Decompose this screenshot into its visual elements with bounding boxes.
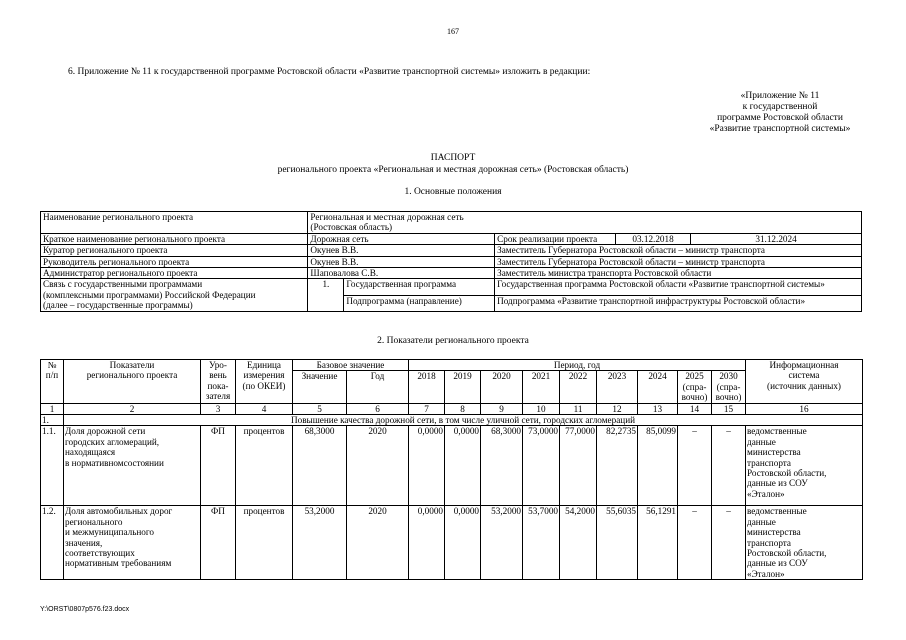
header-line: система [788, 370, 820, 381]
program-link-line: (далее – государственные программы) [43, 300, 193, 311]
year-header: 2020 [481, 371, 523, 403]
column-number: 3 [201, 403, 236, 414]
header-line: вочно) [681, 392, 708, 403]
header-line: № [47, 360, 57, 370]
table-row [41, 506, 863, 580]
header-line: вень [209, 370, 227, 381]
data-source-line: транспорта [747, 537, 791, 548]
column-number: 16 [746, 403, 863, 414]
base-year: 2020 [347, 506, 409, 580]
program-link-line: Связь с государственными программами [43, 279, 203, 290]
column-number: 5 [293, 403, 347, 414]
column-number: 8 [445, 403, 481, 414]
table-row [41, 212, 862, 234]
admin-label: Администратор регионального проекта [41, 268, 308, 279]
year-2025-value: – [678, 506, 712, 580]
head-position: Заместитель Губернатора Ростовской области – министр транспорта [495, 256, 862, 267]
term-start: 03.12.2018 [616, 233, 691, 244]
table-row [41, 426, 863, 506]
appendix-line: «Приложение № 11 [740, 91, 820, 101]
header-line: Показатели [109, 360, 155, 370]
header-row [41, 360, 863, 371]
indicator-name-line: соответствующих [65, 548, 135, 559]
col-info-header [746, 360, 863, 404]
year-2030-value: – [712, 506, 746, 580]
short-name-label: Краткое наименование регионального проекта [41, 233, 308, 244]
appendix-line: к государственной [742, 102, 818, 112]
head-label: Руководитель регионального проекта [41, 256, 308, 267]
year-value: 0,0000 [409, 426, 445, 506]
header-line: п/п [45, 370, 59, 381]
data-source-line: ведомственные [747, 506, 807, 517]
data-source-line: Ростовской области, [747, 548, 827, 559]
column-number: 6 [347, 403, 409, 414]
header-line: (спра- [716, 381, 741, 392]
column-number: 14 [678, 403, 712, 414]
group-number: 1. [41, 415, 64, 426]
indicator-name-line: Доля автомобильных дорог [65, 506, 173, 517]
header-line: Информационная [769, 360, 839, 370]
header-line: (спра- [682, 381, 707, 392]
year-value: 85,0099 [638, 426, 678, 506]
appendix-line: «Развитие транспортной системы» [709, 124, 851, 134]
indicator-unit: процентов [236, 506, 293, 580]
admin-position: Заместитель министра транспорта Ростовской области [495, 268, 862, 279]
col-name-header [64, 360, 201, 404]
header-line: измерения [243, 370, 285, 381]
header-line: (источник данных) [767, 380, 841, 391]
section-1-heading: 1. Основные положения [404, 187, 502, 197]
name-value [308, 212, 862, 234]
program-link-line: (комплексными программами) Российской Федерации [43, 289, 256, 300]
year-2025-value: – [678, 426, 712, 506]
base-value-header: Значение [293, 371, 347, 403]
year-value: 54,2000 [560, 506, 597, 580]
column-number: 2 [64, 403, 201, 414]
header-line: зателя [205, 391, 231, 402]
header-line: вочно) [715, 392, 742, 403]
header-line: регионального проекта [86, 370, 178, 381]
head-name: Окунев В.В. [308, 256, 495, 267]
indicator-level: ФП [201, 426, 236, 506]
basic-provisions-table [40, 211, 862, 312]
header-line: Единица [246, 360, 282, 370]
term-end: 31.12.2024 [691, 233, 862, 244]
subprogram-label: Подпрограмма (направление) [344, 295, 495, 311]
data-source-line: «Эталон» [747, 488, 785, 499]
indicator-name-line: городских агломераций, [65, 436, 160, 447]
header-line: Уро- [209, 360, 227, 370]
year-value: 55,6035 [597, 506, 638, 580]
header-line: пока- [207, 380, 229, 391]
year-value: 68,3000 [481, 426, 523, 506]
row-number: 1.2. [41, 506, 64, 580]
col-base-header: Базовое значение [293, 360, 409, 371]
appendix-heading [650, 91, 906, 135]
table-row [41, 245, 862, 256]
appendix-line: программе Ростовской области [717, 113, 843, 123]
year-2025-header [678, 371, 712, 403]
year-header: 2018 [409, 371, 445, 403]
data-source-line: «Эталон» [747, 568, 785, 579]
data-source-line: Ростовской области, [747, 468, 827, 479]
column-number: 12 [597, 403, 638, 414]
curator-label: Куратор регионального проекта [41, 245, 308, 256]
data-source-line: транспорта [747, 457, 791, 468]
data-source-line: данные из СОУ [747, 558, 808, 569]
indicator-name-line: находящаяся [65, 447, 116, 458]
base-value: 53,2000 [293, 506, 347, 580]
indicator-name [64, 506, 201, 580]
short-name-value: Дорожная сеть [308, 233, 495, 244]
indicator-unit: процентов [236, 426, 293, 506]
data-source [746, 426, 863, 506]
program-link-number: 1. [308, 279, 344, 311]
group-title: Повышение качества дорожной сети, в том числе уличной сети, городских агломераций [64, 415, 863, 426]
year-header: 2019 [445, 371, 481, 403]
year-value: 0,0000 [445, 426, 481, 506]
year-value: 77,0000 [560, 426, 597, 506]
column-number: 11 [560, 403, 597, 414]
year-header: 2024 [638, 371, 678, 403]
curator-name: Окунев В.В. [308, 245, 495, 256]
year-value: 73,0000 [523, 426, 560, 506]
indicator-name-line: и межмуниципального [65, 527, 155, 538]
passport-title-block [0, 152, 906, 176]
year-value: 56,1291 [638, 506, 678, 580]
col-unit-header [236, 360, 293, 404]
intro-paragraph: 6. Приложение № 11 к государственной программе Ростовской области «Развитие транспортной системы» изложить в редакции: [68, 67, 591, 77]
data-source [746, 506, 863, 580]
data-source-line: ведомственные [747, 426, 807, 437]
base-year: 2020 [347, 426, 409, 506]
term-label: Срок реализации проекта [495, 233, 616, 244]
data-source-line: данные [747, 436, 776, 447]
column-number: 10 [523, 403, 560, 414]
name-value-line: Региональная и местная дорожная сеть [310, 212, 464, 222]
indicator-name-line: Доля дорожной сети [65, 426, 146, 437]
col-level-header [201, 360, 236, 404]
state-program-value: Государственная программа Ростовской области «Развитие транспортной системы» [495, 279, 862, 295]
column-number: 1 [41, 403, 64, 414]
year-value: 0,0000 [445, 506, 481, 580]
year-value: 0,0000 [409, 506, 445, 580]
year-header: 2023 [597, 371, 638, 403]
passport-subtitle: регионального проекта «Региональная и местная дорожная сеть» (Ростовская область) [277, 165, 629, 175]
group-row [41, 415, 863, 426]
section-2-heading: 2. Показатели регионального проекта [377, 336, 529, 346]
indicator-level: ФП [201, 506, 236, 580]
data-source-line: министерства [747, 527, 801, 538]
name-label: Наименование регионального проекта [41, 212, 308, 234]
data-source-line: министерства [747, 447, 801, 458]
table-row [41, 256, 862, 267]
year-value: 53,7000 [523, 506, 560, 580]
state-program-label: Государственная программа [344, 279, 495, 295]
year-2030-value: – [712, 426, 746, 506]
column-number-row [41, 403, 863, 414]
indicator-name-line: регионального [65, 516, 123, 527]
column-number: 15 [712, 403, 746, 414]
base-year-header: Год [347, 371, 409, 403]
column-number: 7 [409, 403, 445, 414]
year-header: 2022 [560, 371, 597, 403]
curator-position: Заместитель Губернатора Ростовской области – министр транспорта [495, 245, 862, 256]
table-row [41, 233, 862, 244]
data-source-line: данные из СОУ [747, 478, 808, 489]
indicator-name-line: значения, [65, 537, 103, 548]
column-number: 13 [638, 403, 678, 414]
col-num-header [41, 360, 64, 404]
header-line: (по ОКЕИ) [242, 380, 286, 391]
year-value: 82,2735 [597, 426, 638, 506]
year-value: 53,2000 [481, 506, 523, 580]
data-source-line: данные [747, 516, 776, 527]
indicator-name [64, 426, 201, 506]
admin-name: Шаповалова С.В. [308, 268, 495, 279]
indicator-name-line: в нормативномсостоянии [65, 457, 164, 468]
program-link-label [41, 279, 308, 311]
year-2030-header [712, 371, 746, 403]
indicator-name-line: нормативным требованиям [65, 558, 172, 569]
base-value: 68,3000 [293, 426, 347, 506]
year-header: 2021 [523, 371, 560, 403]
column-number: 9 [481, 403, 523, 414]
table-row [41, 279, 862, 295]
page-number: 167 [447, 27, 459, 36]
table-row [41, 268, 862, 279]
row-number: 1.1. [41, 426, 64, 506]
file-path-footer: Y:\ORST\0807p576.f23.docx [40, 606, 130, 613]
subprogram-value: Подпрограмма «Развитие транспортной инфраструктуры Ростовской области» [495, 295, 862, 311]
indicators-table [40, 359, 863, 580]
header-line: 2025 [685, 371, 704, 382]
col-period-header: Период, год [409, 360, 746, 371]
column-number: 4 [236, 403, 293, 414]
header-line: 2030 [719, 371, 738, 382]
passport-title: ПАСПОРТ [430, 153, 476, 163]
name-value-line: (Ростовская область) [310, 222, 393, 233]
